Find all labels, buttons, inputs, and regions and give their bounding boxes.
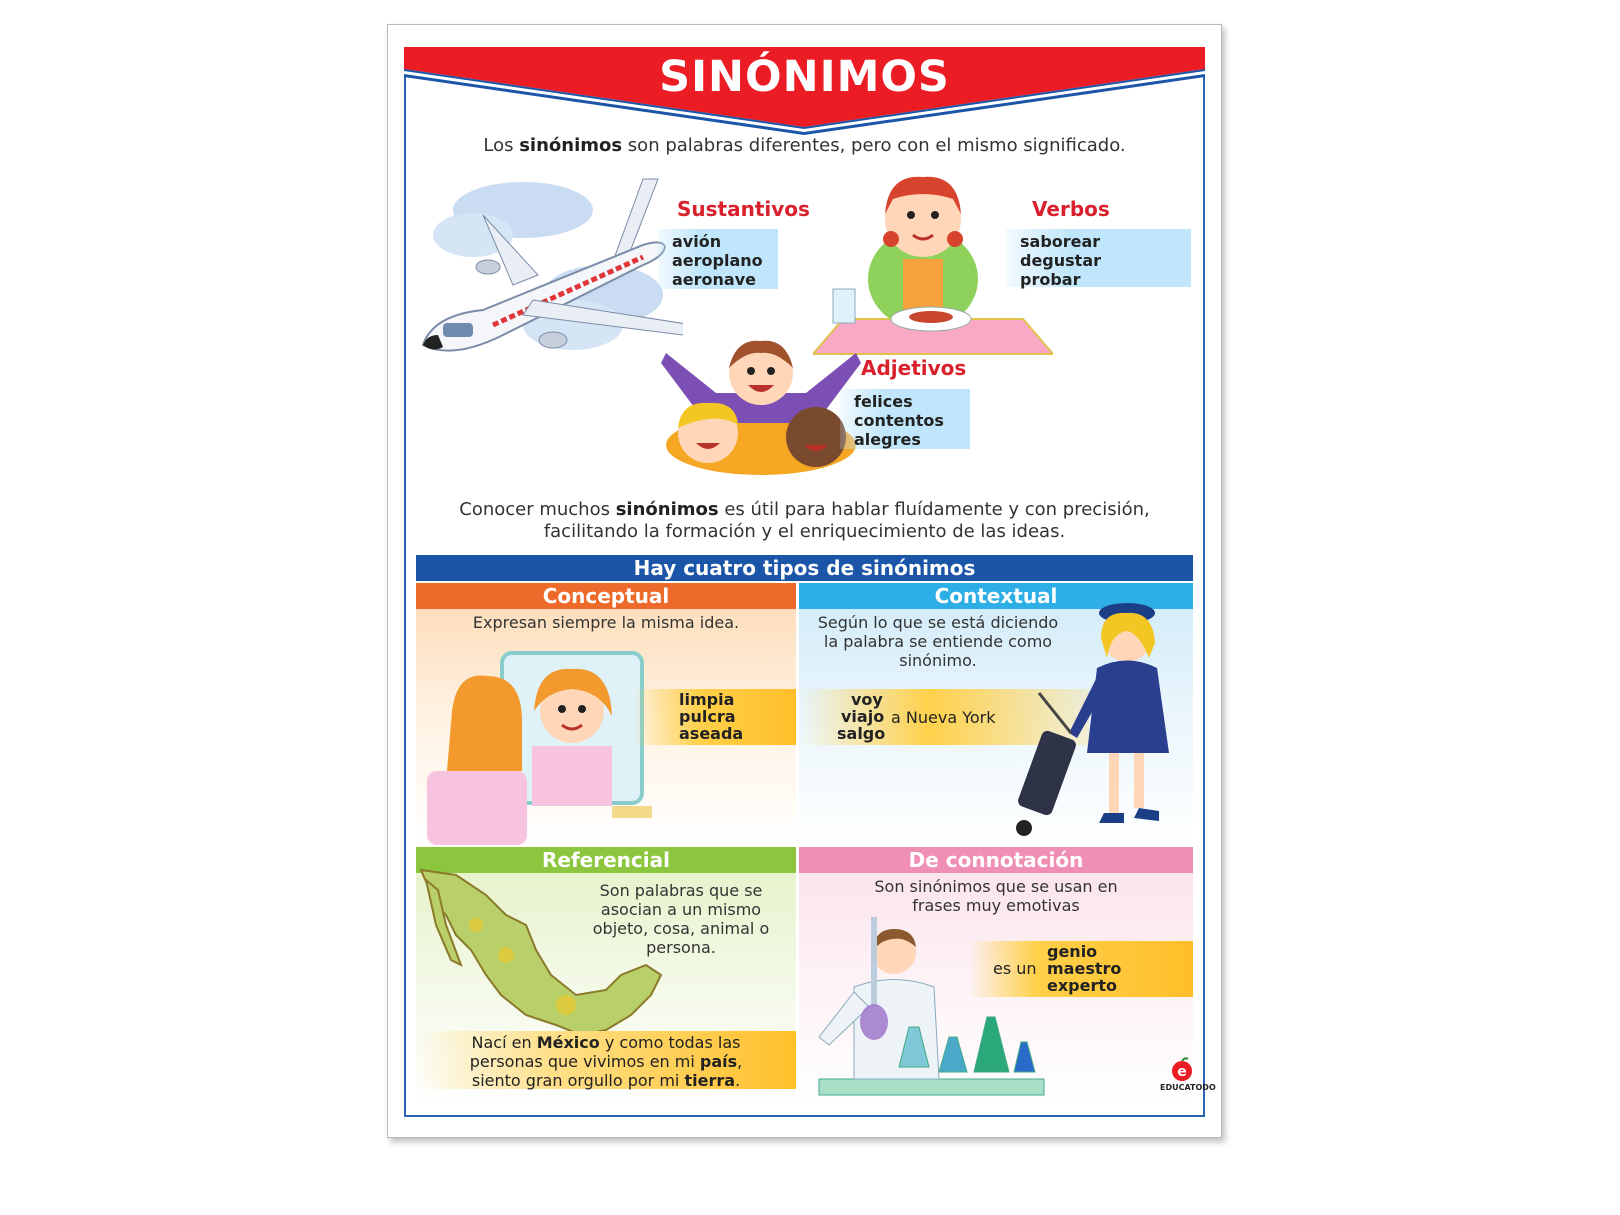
girl-mirror-illustration [422,651,662,845]
happy-children-illustration [656,333,866,483]
word: salgo [837,724,886,743]
word: experto [1047,976,1118,995]
word-list-verbos [1006,229,1191,287]
context-phrase: a Nueva York [891,708,996,727]
word: voy [851,690,883,709]
example-line: personas que vivimos en mi país, [469,1052,743,1071]
word: contentos [854,411,944,430]
word: aeronave [672,270,756,289]
card-description: Son sinónimos que se usan en frases muy emotivas [874,877,1118,915]
word: felices [854,392,913,411]
airplane-illustration [413,175,683,365]
flight-attendant-illustration [979,583,1189,845]
educatodo-logo: e EDUCATODO [1160,1057,1204,1092]
card-conceptual [416,583,796,845]
word-list-sustantivos [658,229,778,289]
card-referencial [416,847,796,1109]
card-title-conceptual: Conceptual [416,583,796,609]
card-title-connotacion: De connotación [799,847,1193,873]
word: alegres [854,430,921,449]
word-list-connotacion [969,941,1193,997]
card-connotacion [799,847,1193,1109]
svg-text:e: e [1177,1064,1187,1080]
category-title-sustantivos: Sustantivos [677,197,810,221]
card-title-contextual: Contextual [799,583,1193,609]
word: aseada [679,724,744,743]
apple-logo-icon [1169,1057,1195,1081]
connotation-phrase: es un [993,959,1037,978]
card-contextual [799,583,1193,845]
card-description: Son palabras que se asocian a un mismo objeto, cosa, animal o persona. [592,881,770,957]
closing-text: Conocer muchos sinónimos es útil para hablar fluídamente y con precisión, facilitando la formación y el enriquecimiento de las ideas. [459,499,1150,542]
example-line: Nací en México y como todas las [471,1033,741,1052]
word: pulcra [679,707,736,726]
poster [387,24,1222,1138]
card-title-referencial: Referencial [416,847,796,873]
word: probar [1020,270,1081,289]
word: saborear [1020,232,1101,251]
example-line: siento gran orgullo por mi tierra. [471,1071,741,1090]
word: viajo [841,707,885,726]
word-list-conceptual [634,689,796,745]
word: aeroplano [672,251,763,270]
word: maestro [1047,959,1122,978]
word: limpia [679,690,735,709]
intro-text: Los sinónimos son palabras diferentes, pero con el mismo significado. [483,135,1126,156]
category-title-verbos: Verbos [1032,197,1110,221]
types-header: Hay cuatro tipos de sinónimos [416,555,1193,581]
example-referencial [416,1031,796,1089]
word: avión [672,232,722,251]
word: genio [1047,942,1098,961]
card-description: Expresan siempre la misma idea. [472,613,740,632]
card-description: Según lo que se está diciendo la palabra se entiende como sinónimo. [817,613,1059,670]
category-title-adjetivos: Adjetivos [861,356,967,380]
page-title: SINÓNIMOS [659,52,950,102]
word-list-adjetivos [840,389,970,449]
word: degustar [1020,251,1102,270]
